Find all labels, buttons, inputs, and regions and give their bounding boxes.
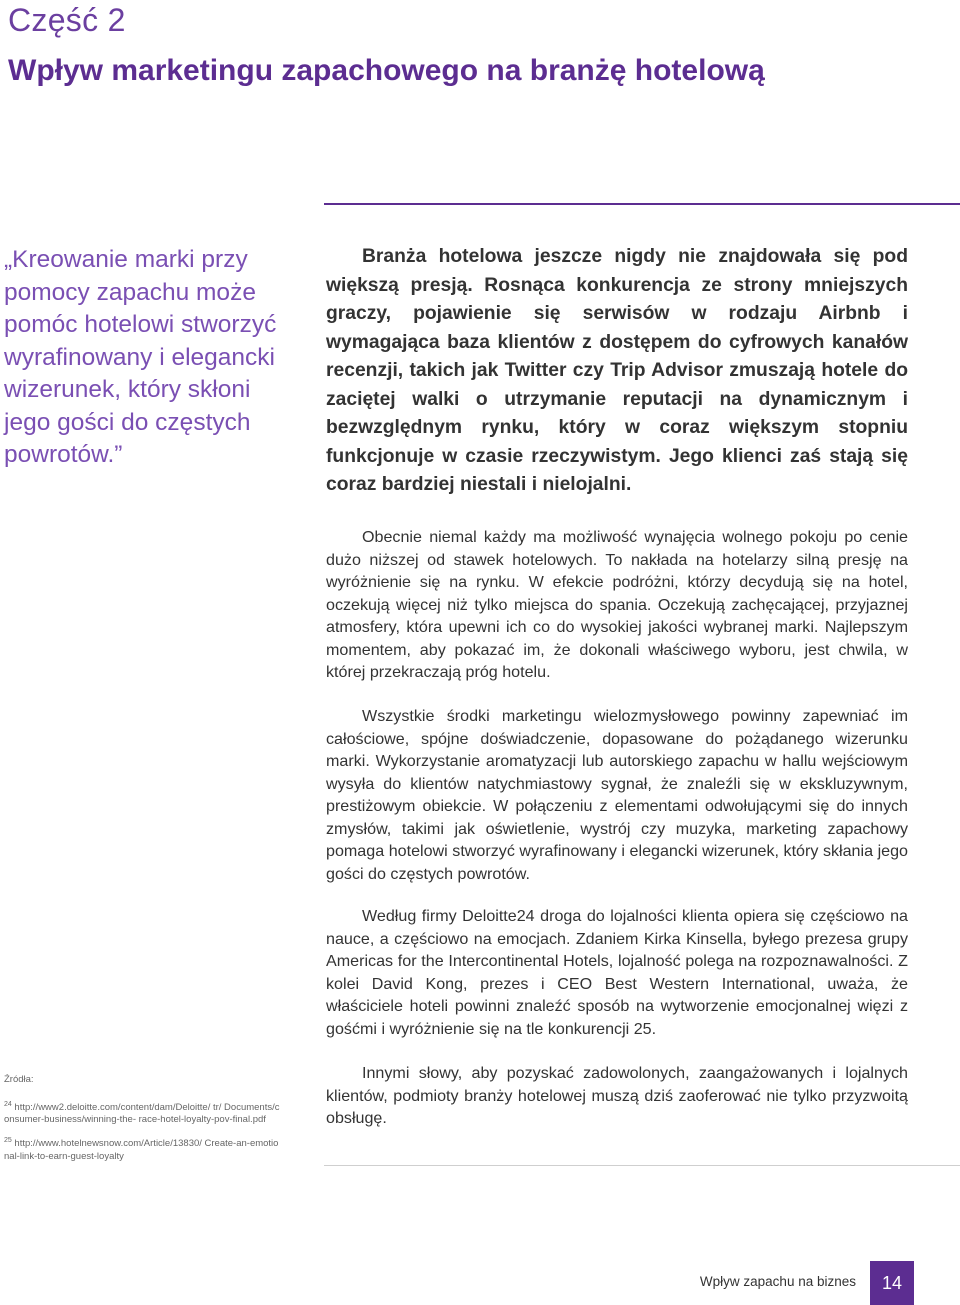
body-paragraph-3: Według firmy Deloitte24 droga do lojalności klienta opiera się częściowo na nauce, a częściowo na emocjach. Zdaniem Kirka Kinsella, byłego prezesa grupy Americas for the Intercontinental Hotels, lojalność polega na rozpoznawalności. Z kolei David Kong, prezes i CEO Best Western International, uważa, że właściciele hoteli powinni znaleźć sposób na wytworzenie emocjonalnej więzi z gośćmi i wyróżnienie się na tle konkurencji 25.	[326, 907, 908, 1038]
source-item-24[interactable]	[4, 1099, 280, 1127]
source-number: 25	[4, 1136, 12, 1144]
body-paragraph-2: Wszystkie środki marketingu wielozmysłowego powinny zapewniać im całościowe, spójne doświadczenie, dopasowane do pożądanego wizerunku marki. Wykorzystanie aromatyzacji lub autorskiego zapachu w hallu wejściowym wysyła do klientów natychmiastowy sygnał, że znaleźli się w ekskluzywnym, prestiżowym obiekcie. W połączeniu z elementami odwołującymi się do innych zmysłów, takimi jak oświetlenie, wystrój czy muzyka, marketing zapachowy pomaga hotelowi stworzyć wyrafinowany i elegancki wizerunek, który skłania jego gości do częstych powrotów.	[326, 707, 908, 883]
page-number-badge: 14	[870, 1261, 914, 1305]
source-link[interactable]: http://www.hotelnewsnow.com/Article/13830/ Create-an-emotional-link-to-earn-guest-loyalty	[4, 1138, 279, 1162]
footer-publication-title: Wpływ zapachu na biznes	[699, 1274, 856, 1289]
body-paragraph-4: Innymi słowy, aby pozyskać zadowolonych, zaangażowanych i lojalnych klientów, podmioty branży hotelowej muszą dziś zaoferować nie tylko przyzwoitą obsługę.	[326, 1064, 908, 1127]
chapter-title: Wpływ marketingu zapachowego na branżę hotelową	[8, 54, 765, 87]
sources-block	[4, 1074, 280, 1171]
bottom-divider	[324, 1165, 960, 1166]
lead-paragraph: Branża hotelowa jeszcze nigdy nie znajdowała się pod większą presją. Rosnąca konkurencja ze strony mniejszych graczy, pojawienie się serwisów w rodzaju Airbnb i wymagająca baza klientów z dostępem do cyfrowych kanałów recenzji, takich jak Twitter czy Trip Advisor zmuszają hotele do zaciętej walki o utrzymanie reputacji na dynamicznym i bezwzględnym rynku, który w coraz większym stopniu funkcjonuje w czasie rzeczywistym. Jego klienci zaś stają się coraz bardziej niestali i nielojalni.	[326, 246, 908, 495]
top-divider	[324, 203, 960, 205]
source-link[interactable]: http://www2.deloitte.com/content/dam/Deloitte/ tr/ Documents/consumer-business/winning-the- race-hotel-loyalty-pov-final.pdf	[4, 1101, 280, 1126]
sources-heading: Źródła:	[4, 1074, 34, 1085]
source-item-25[interactable]	[4, 1135, 280, 1163]
part-label: Część 2	[8, 2, 126, 38]
body-paragraph-1: Obecnie niemal każdy ma możliwość wynajęcia wolnego pokoju po cenie dużo niższej od stawek hotelowych. To nakłada na hotelarzy silną presję na wyróżnienie się na rynku. W efekcie podróżni, którzy decydują się na hotel, oczekują więcej niż tylko miejsca do spania. Oczekują zachęcającej, przyjaznej atmosfery, która upewni ich co do wysokiej jakości wybranej marki. Najlepszym momentem, aby pokazać im, że dokonali właściwego wyboru, jest chwila, w której przekraczają próg hotelu.	[326, 528, 908, 681]
source-number: 24	[4, 1100, 12, 1108]
pull-quote: „Kreowanie marki przy pomocy zapachu może pomóc hotelowi stworzyć wyrafinowany i elegancki wizerunek, który skłoni jego gości do częstych powrotów.”	[4, 246, 277, 468]
